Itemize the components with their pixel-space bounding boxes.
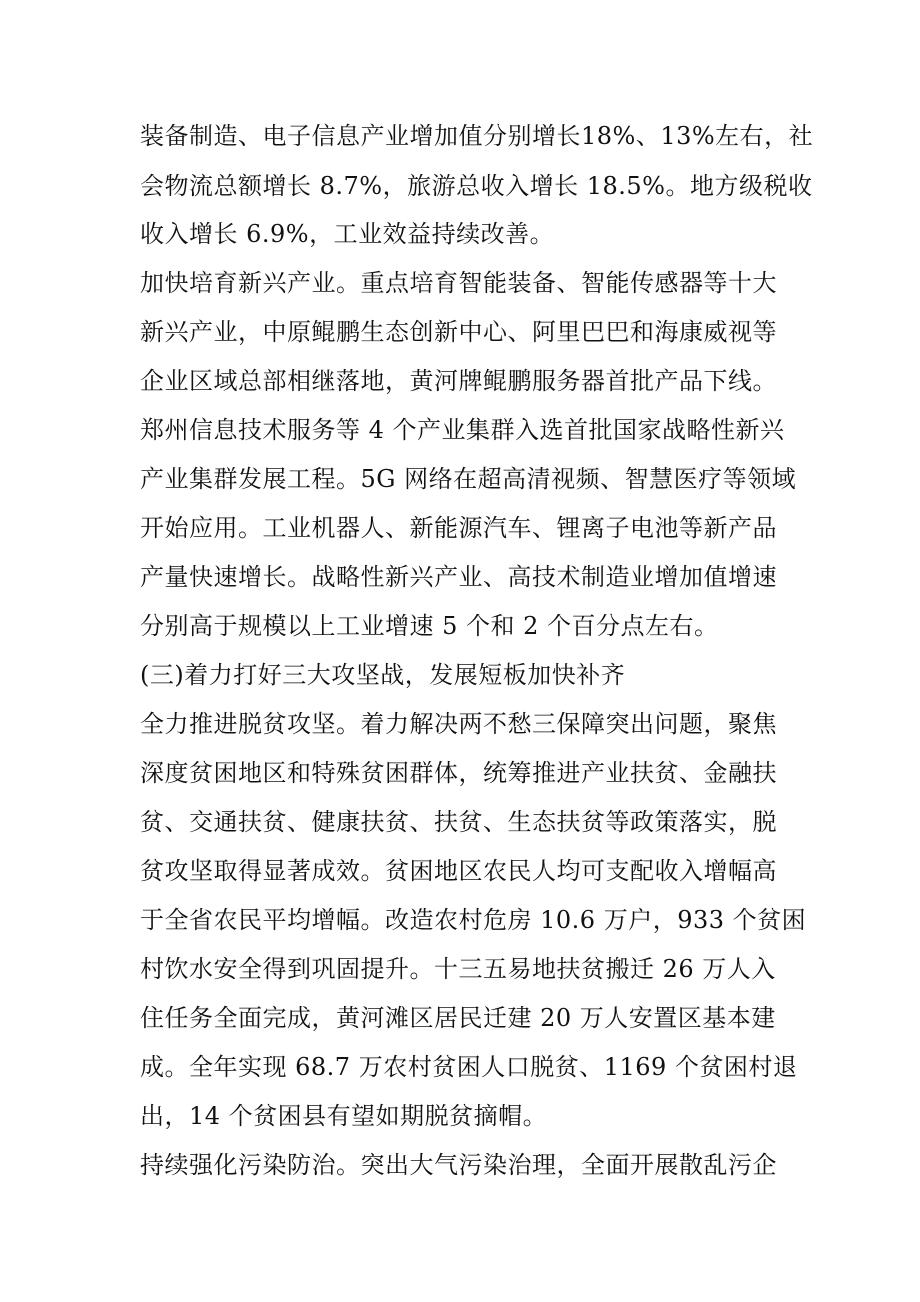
- text-line: 会物流总额增长 8.7%，旅游总收入增长 18.5%。地方级税收: [140, 172, 813, 200]
- text-line: 分别高于规模以上工业增速 5 个和 2 个百分点左右。: [140, 612, 719, 640]
- text-line: 新兴产业，中原鲲鹏生态创新中心、阿里巴巴和海康威视等: [140, 318, 777, 346]
- paragraph-start-line: 持续强化污染防治。突出大气污染治理，全面开展散乱污企: [140, 1151, 777, 1179]
- text-line: 收入增长 6.9%，工业效益持续改善。: [140, 220, 555, 248]
- text-line: 开始应用。工业机器人、新能源汽车、锂离子电池等新产品: [140, 514, 777, 542]
- paragraph-start-line: 全力推进脱贫攻坚。着力解决两不愁三保障突出问题，聚焦: [140, 710, 777, 738]
- text-line: 村饮水安全得到巩固提升。十三五易地扶贫搬迁 26 万人入: [140, 955, 776, 983]
- text-line: 装备制造、电子信息产业增加值分别增长18%、13%左右，社: [140, 122, 814, 150]
- text-line: 郑州信息技术服务等 4 个产业集群入选首批国家战略性新兴: [140, 416, 785, 444]
- text-line: 产量快速增长。战略性新兴产业、高技术制造业增加值增速: [140, 563, 777, 591]
- text-line: 贫攻坚取得显著成效。贫困地区农民人均可支配收入增幅高: [140, 857, 777, 885]
- text-line: 深度贫困地区和特殊贫困群体，统筹推进产业扶贫、金融扶: [140, 759, 777, 787]
- text-line: 出，14 个贫困县有望如期脱贫摘帽。: [140, 1102, 548, 1130]
- text-line: 产业集群发展工程。5G 网络在超高清视频、智慧医疗等领域: [140, 465, 797, 493]
- text-line: 于全省农民平均增幅。改造农村危房 10.6 万户，933 个贫困: [140, 906, 807, 934]
- section-heading: (三)着力打好三大攻坚战，发展短板加快补齐: [140, 661, 626, 689]
- paragraph-start-line: 加快培育新兴产业。重点培育智能装备、智能传感器等十大: [140, 269, 777, 297]
- text-line: 住任务全面完成，黄河滩区居民迁建 20 万人安置区基本建: [140, 1004, 776, 1032]
- text-line: 企业区域总部相继落地，黄河牌鲲鹏服务器首批产品下线。: [140, 367, 777, 395]
- text-line: 成。全年实现 68.7 万农村贫困人口脱贫、1169 个贫困村退: [140, 1053, 798, 1081]
- text-line: 贫、交通扶贫、健康扶贫、扶贫、生态扶贫等政策落实，脱: [140, 808, 777, 836]
